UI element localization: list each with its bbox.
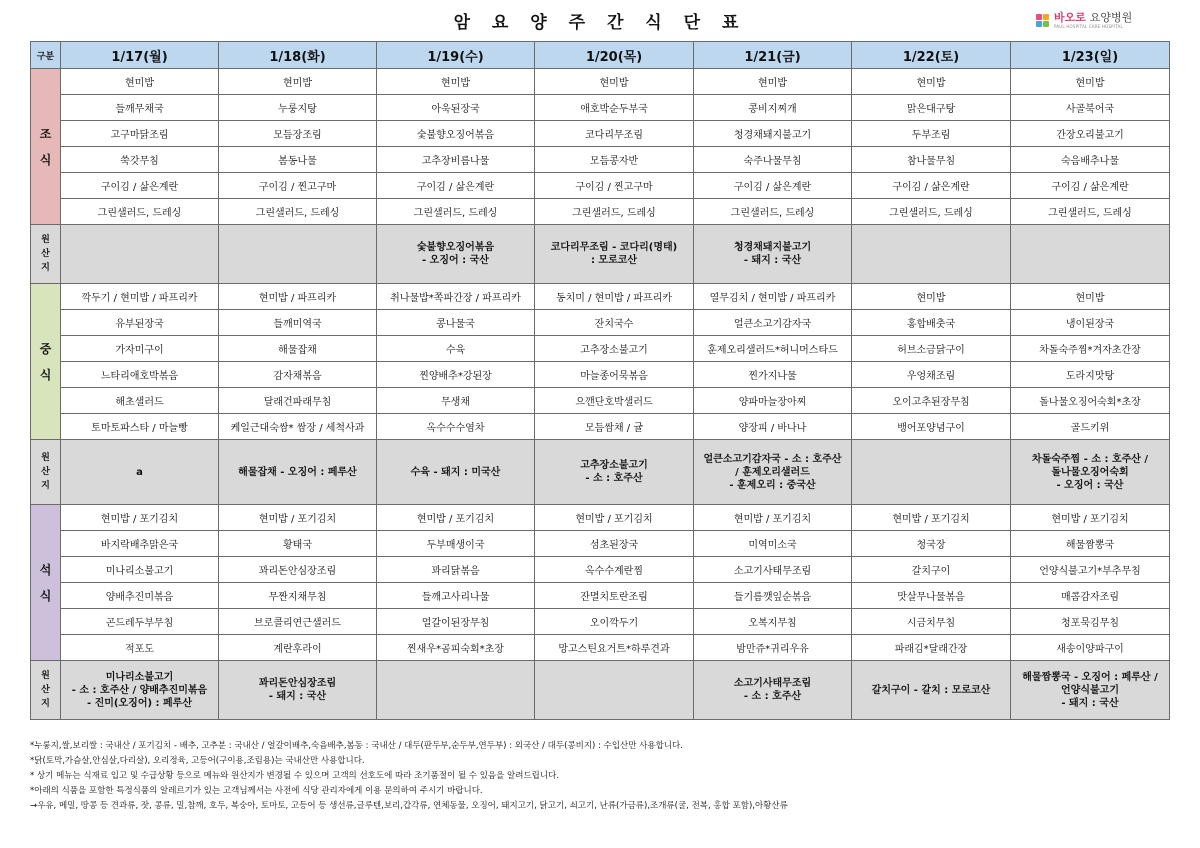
menu-item: 콩나물국 (377, 310, 535, 336)
origin-cell: 미나리소불고기 - 소 : 호주산 / 양배추진미볶음 - 진미(오징어) : 페루산 (61, 661, 219, 720)
lunch-row (31, 414, 1170, 440)
menu-item: 훈제오리샐러드*허니머스타드 (694, 336, 852, 362)
menu-item: 도라지맛탕 (1011, 362, 1170, 388)
menu-item: 현미밥 (1011, 284, 1170, 310)
menu-item: 케일근대숙쌈* 쌈장 / 세척사과 (219, 414, 377, 440)
menu-item: 현미밥 / 포기김치 (852, 505, 1011, 531)
lunch-row (31, 362, 1170, 388)
origin-cell: 코다리무조림 - 코다리(명태) : 모로코산 (535, 225, 694, 284)
menu-item: 밤만쥬*귀리우유 (694, 635, 852, 661)
dinner-row (31, 583, 1170, 609)
menu-item: 아욱된장국 (377, 95, 535, 121)
origin-cell (377, 661, 535, 720)
menu-item: 황태국 (219, 531, 377, 557)
origin-cell: 얼큰소고기감자국 - 소 : 호주산 / 훈제오리샐러드 - 훈제오리 : 중국산 (694, 440, 852, 505)
menu-item: 현미밥 / 파프리카 (219, 284, 377, 310)
origin-label: 원 산 지 (31, 661, 61, 720)
menu-item: 두부매생이국 (377, 531, 535, 557)
day-header: 1/19(수) (377, 42, 535, 69)
menu-item: 두부조림 (852, 121, 1011, 147)
origin-cell: 꽈리돈안심장조림 - 돼지 : 국산 (219, 661, 377, 720)
menu-item: 해초샐러드 (61, 388, 219, 414)
breakfast-label: 조 식 (31, 69, 61, 225)
menu-item: 꽈리돈안심장조림 (219, 557, 377, 583)
breakfast-origin-row (31, 225, 1170, 284)
menu-item: 그린샐러드, 드레싱 (1011, 199, 1170, 225)
menu-item: 맛살무나물볶음 (852, 583, 1011, 609)
menu-item: 현미밥 (694, 69, 852, 95)
menu-item: 현미밥 (377, 69, 535, 95)
menu-item: 매콤감자조림 (1011, 583, 1170, 609)
origin-label: 원 산 지 (31, 225, 61, 284)
menu-item: 얼큰소고기감자국 (694, 310, 852, 336)
menu-item: 브로콜리연근샐러드 (219, 609, 377, 635)
origin-cell (852, 225, 1011, 284)
weekly-menu-table (30, 41, 1170, 720)
menu-item: 그린샐러드, 드레싱 (694, 199, 852, 225)
menu-item: 찐양배추*강된장 (377, 362, 535, 388)
day-header: 1/17(월) (61, 42, 219, 69)
menu-item: 모듬쌈채 / 귤 (535, 414, 694, 440)
menu-item: 시금치무침 (852, 609, 1011, 635)
menu-item: 참나물무침 (852, 147, 1011, 173)
menu-item: 수육 (377, 336, 535, 362)
menu-item: 언양식불고기*부추무침 (1011, 557, 1170, 583)
dinner-row (31, 557, 1170, 583)
menu-item: 뱅어포양념구이 (852, 414, 1011, 440)
origin-cell: 차돌숙주찜 - 소 : 호주산 / 돌나물오징어숙회 - 오징어 : 국산 (1011, 440, 1170, 505)
origin-cell: 청경채돼지불고기 - 돼지 : 국산 (694, 225, 852, 284)
menu-item: 동치미 / 현미밥 / 파프리카 (535, 284, 694, 310)
menu-item: 구이김 / 삶은계란 (61, 173, 219, 199)
menu-item: 숙음배추나물 (1011, 147, 1170, 173)
day-header: 1/18(화) (219, 42, 377, 69)
dinner-row (31, 505, 1170, 531)
origin-cell (535, 661, 694, 720)
footnote: →우유, 메밀, 땅콩 등 견과류, 잣, 콩류, 밀,참깨, 호두, 복숭아, 토마토, 고등어 등 생선류,글루텐,보리,갑각류, 연체동물, 오징어, 돼지고기, 닭고기, 쇠고기, 난류(가금류),조개류(굴, 전복, 홍합 포함),아황산류 (30, 801, 788, 811)
menu-item: 청국장 (852, 531, 1011, 557)
origin-cell: 갈치구이 - 갈치 : 모로코산 (852, 661, 1011, 720)
menu-item: 해물잡채 (219, 336, 377, 362)
menu-item: 옥수수수염차 (377, 414, 535, 440)
menu-item: 찐새우*곰피숙회*초장 (377, 635, 535, 661)
menu-item: 적포도 (61, 635, 219, 661)
breakfast-row (31, 121, 1170, 147)
menu-item: 고추장소불고기 (535, 336, 694, 362)
menu-item: 허브소금닭구이 (852, 336, 1011, 362)
lunch-origin-row (31, 440, 1170, 505)
menu-item: 현미밥 (1011, 69, 1170, 95)
footnote: *닭(토막,가슴살,안심살,다리살), 오리정육, 고등어(구이용,조림용)는 국내산만 사용합니다. (30, 756, 365, 766)
origin-cell (219, 225, 377, 284)
menu-item: 소고기사태무조림 (694, 557, 852, 583)
menu-item: 달래건파래무침 (219, 388, 377, 414)
menu-item: 골드키위 (1011, 414, 1170, 440)
menu-item: 누룽지탕 (219, 95, 377, 121)
menu-item: 양파마늘장아찌 (694, 388, 852, 414)
menu-item: 미나리소불고기 (61, 557, 219, 583)
menu-item: 현미밥 (852, 284, 1011, 310)
menu-item: 망고스틴요거트*하루견과 (535, 635, 694, 661)
footnote: *누룽지,쌀,보리쌀 : 국내산 / 포기김치 - 배추, 고추분 : 국내산 / 얼갈이배추,숙음배추,봄동 : 국내산 / 대두(판두부,순두부,연두부) : 외국산 / 대두(콩비지) : 수입산만 사용합니다. (30, 741, 683, 751)
menu-item: 곤드레두부무침 (61, 609, 219, 635)
origin-cell (61, 225, 219, 284)
menu-item: 섬초된장국 (535, 531, 694, 557)
dinner-origin-row (31, 661, 1170, 720)
origin-cell: 숯불향오징어볶음 - 오징어 : 국산 (377, 225, 535, 284)
menu-item: 으깬단호박샐러드 (535, 388, 694, 414)
logo-suffix: 요양병원 (1089, 10, 1133, 24)
menu-item: 구이김 / 삶은계란 (694, 173, 852, 199)
menu-item: 현미밥 / 포기김치 (61, 505, 219, 531)
menu-item: 잔멸치토란조림 (535, 583, 694, 609)
menu-item: 돌나물오징어숙회*초장 (1011, 388, 1170, 414)
menu-item: 무짠지채무침 (219, 583, 377, 609)
page-title: 암 요 양 주 간 식 단 표 (453, 13, 747, 33)
origin-cell: a (61, 440, 219, 505)
menu-item: 홍합배춧국 (852, 310, 1011, 336)
menu-item: 바지락배추맑은국 (61, 531, 219, 557)
origin-cell: 해물짬뽕국 - 오징어 : 페루산 / 언양식불고기 - 돼지 : 국산 (1011, 661, 1170, 720)
menu-item: 무생채 (377, 388, 535, 414)
menu-item: 모듬장조림 (219, 121, 377, 147)
lunch-row (31, 310, 1170, 336)
menu-item: 오이고추된장무침 (852, 388, 1011, 414)
breakfast-row (31, 199, 1170, 225)
menu-item: 우엉채조림 (852, 362, 1011, 388)
lunch-label: 중 식 (31, 284, 61, 440)
breakfast-row (31, 147, 1170, 173)
menu-item: 간장오리불고기 (1011, 121, 1170, 147)
dinner-row (31, 635, 1170, 661)
menu-item: 사골북어국 (1011, 95, 1170, 121)
breakfast-row (31, 69, 1170, 95)
menu-item: 유부된장국 (61, 310, 219, 336)
lunch-row (31, 388, 1170, 414)
menu-item: 모듬콩자반 (535, 147, 694, 173)
menu-item: 구이김 / 찐고구마 (219, 173, 377, 199)
menu-item: 현미밥 (852, 69, 1011, 95)
dinner-row (31, 609, 1170, 635)
menu-item: 고구마닭조림 (61, 121, 219, 147)
menu-item: 감자채볶음 (219, 362, 377, 388)
menu-item: 얼갈이된장무침 (377, 609, 535, 635)
menu-item: 열무김치 / 현미밥 / 파프리카 (694, 284, 852, 310)
menu-item: 현미밥 (219, 69, 377, 95)
menu-item: 그린샐러드, 드레싱 (852, 199, 1011, 225)
menu-item: 들깨미역국 (219, 310, 377, 336)
menu-item: 구이김 / 삶은계란 (1011, 173, 1170, 199)
menu-item: 숙주나물무침 (694, 147, 852, 173)
menu-item: 맑은대구탕 (852, 95, 1011, 121)
breakfast-row (31, 95, 1170, 121)
lunch-row (31, 336, 1170, 362)
menu-item: 고추장비름나물 (377, 147, 535, 173)
menu-item: 들깨무채국 (61, 95, 219, 121)
menu-item: 그린샐러드, 드레싱 (219, 199, 377, 225)
menu-item: 새송이양파구이 (1011, 635, 1170, 661)
menu-item: 들깨고사리나물 (377, 583, 535, 609)
menu-item: 그린샐러드, 드레싱 (535, 199, 694, 225)
footnote: * 상기 메뉴는 식재료 입고 및 수급상황 등으로 메뉴와 원산지가 변경될 수 있으며 고객의 선호도에 따라 조기품절이 될 수 있음을 알려드립니다. (30, 771, 560, 781)
menu-item: 그린샐러드, 드레싱 (61, 199, 219, 225)
menu-item: 계란후라이 (219, 635, 377, 661)
menu-item: 구이김 / 삶은계란 (377, 173, 535, 199)
menu-item: 숯불향오징어볶음 (377, 121, 535, 147)
menu-item: 마늘종어묵볶음 (535, 362, 694, 388)
breakfast-row (31, 173, 1170, 199)
header-corner: 구분 (31, 42, 61, 69)
menu-item: 구이김 / 삶은계란 (852, 173, 1011, 199)
menu-item: 현미밥 (535, 69, 694, 95)
menu-item: 애호박순두부국 (535, 95, 694, 121)
menu-item: 들기름깻잎순볶음 (694, 583, 852, 609)
menu-item: 미역미소국 (694, 531, 852, 557)
menu-item: 현미밥 / 포기김치 (377, 505, 535, 531)
menu-item: 코다리무조림 (535, 121, 694, 147)
origin-cell: 수육 - 돼지 : 미국산 (377, 440, 535, 505)
menu-item: 차돌숙주찜*겨자초간장 (1011, 336, 1170, 362)
menu-item: 콩비지찌개 (694, 95, 852, 121)
menu-item: 냉이된장국 (1011, 310, 1170, 336)
menu-item: 구이김 / 찐고구마 (535, 173, 694, 199)
menu-item: 양배추진미볶음 (61, 583, 219, 609)
menu-item: 갈치구이 (852, 557, 1011, 583)
menu-item: 잔치국수 (535, 310, 694, 336)
day-header: 1/23(일) (1011, 42, 1170, 69)
menu-item: 봄동나물 (219, 147, 377, 173)
dinner-row (31, 531, 1170, 557)
logo-icon (1036, 14, 1051, 27)
menu-item: 양장피 / 바나나 (694, 414, 852, 440)
menu-item: 현미밥 (61, 69, 219, 95)
menu-item: 오복지무침 (694, 609, 852, 635)
menu-item: 취나물밥*쪽파간장 / 파프리카 (377, 284, 535, 310)
menu-item: 파래김*달래간장 (852, 635, 1011, 661)
menu-item: 그린샐러드, 드레싱 (377, 199, 535, 225)
hospital-logo (1036, 9, 1132, 31)
day-header: 1/21(금) (694, 42, 852, 69)
day-header: 1/22(토) (852, 42, 1011, 69)
menu-item: 깍두기 / 현미밥 / 파프리카 (61, 284, 219, 310)
origin-cell (852, 440, 1011, 505)
logo-brand: 바오로 (1054, 10, 1086, 24)
menu-item: 청포묵김무침 (1011, 609, 1170, 635)
menu-item: 토마토파스타 / 마늘빵 (61, 414, 219, 440)
footnotes (30, 739, 1180, 814)
menu-item: 현미밥 / 포기김치 (219, 505, 377, 531)
header-row (31, 42, 1170, 69)
menu-item: 청경채돼지불고기 (694, 121, 852, 147)
origin-cell: 고추장소불고기 - 소 : 호주산 (535, 440, 694, 505)
menu-item: 가자미구이 (61, 336, 219, 362)
day-header: 1/20(목) (535, 42, 694, 69)
menu-item: 꽈리닭볶음 (377, 557, 535, 583)
menu-item: 쑥갓무침 (61, 147, 219, 173)
menu-item: 오이깍두기 (535, 609, 694, 635)
origin-cell: 해물잡채 - 오징어 : 페루산 (219, 440, 377, 505)
footnote: *아래의 식품을 포함한 특정식품의 알레르기가 있는 고객님께서는 사전에 식당 관리자에게 이용 문의하여 주시기 바랍니다. (30, 786, 483, 796)
menu-item: 찐가지나물 (694, 362, 852, 388)
origin-label: 원 산 지 (31, 440, 61, 505)
dinner-label: 석 식 (31, 505, 61, 661)
logo-subtitle: PAUL HOSPITAL CARE HOSPITAL (1054, 23, 1123, 29)
lunch-row (31, 284, 1170, 310)
menu-item: 현미밥 / 포기김치 (535, 505, 694, 531)
menu-item: 현미밥 / 포기김치 (1011, 505, 1170, 531)
origin-cell: 소고기사태무조림 - 소 : 호주산 (694, 661, 852, 720)
menu-item: 느타리애호박볶음 (61, 362, 219, 388)
menu-item: 옥수수계란찜 (535, 557, 694, 583)
menu-item: 현미밥 / 포기김치 (694, 505, 852, 531)
origin-cell (1011, 225, 1170, 284)
menu-item: 해물짬뽕국 (1011, 531, 1170, 557)
